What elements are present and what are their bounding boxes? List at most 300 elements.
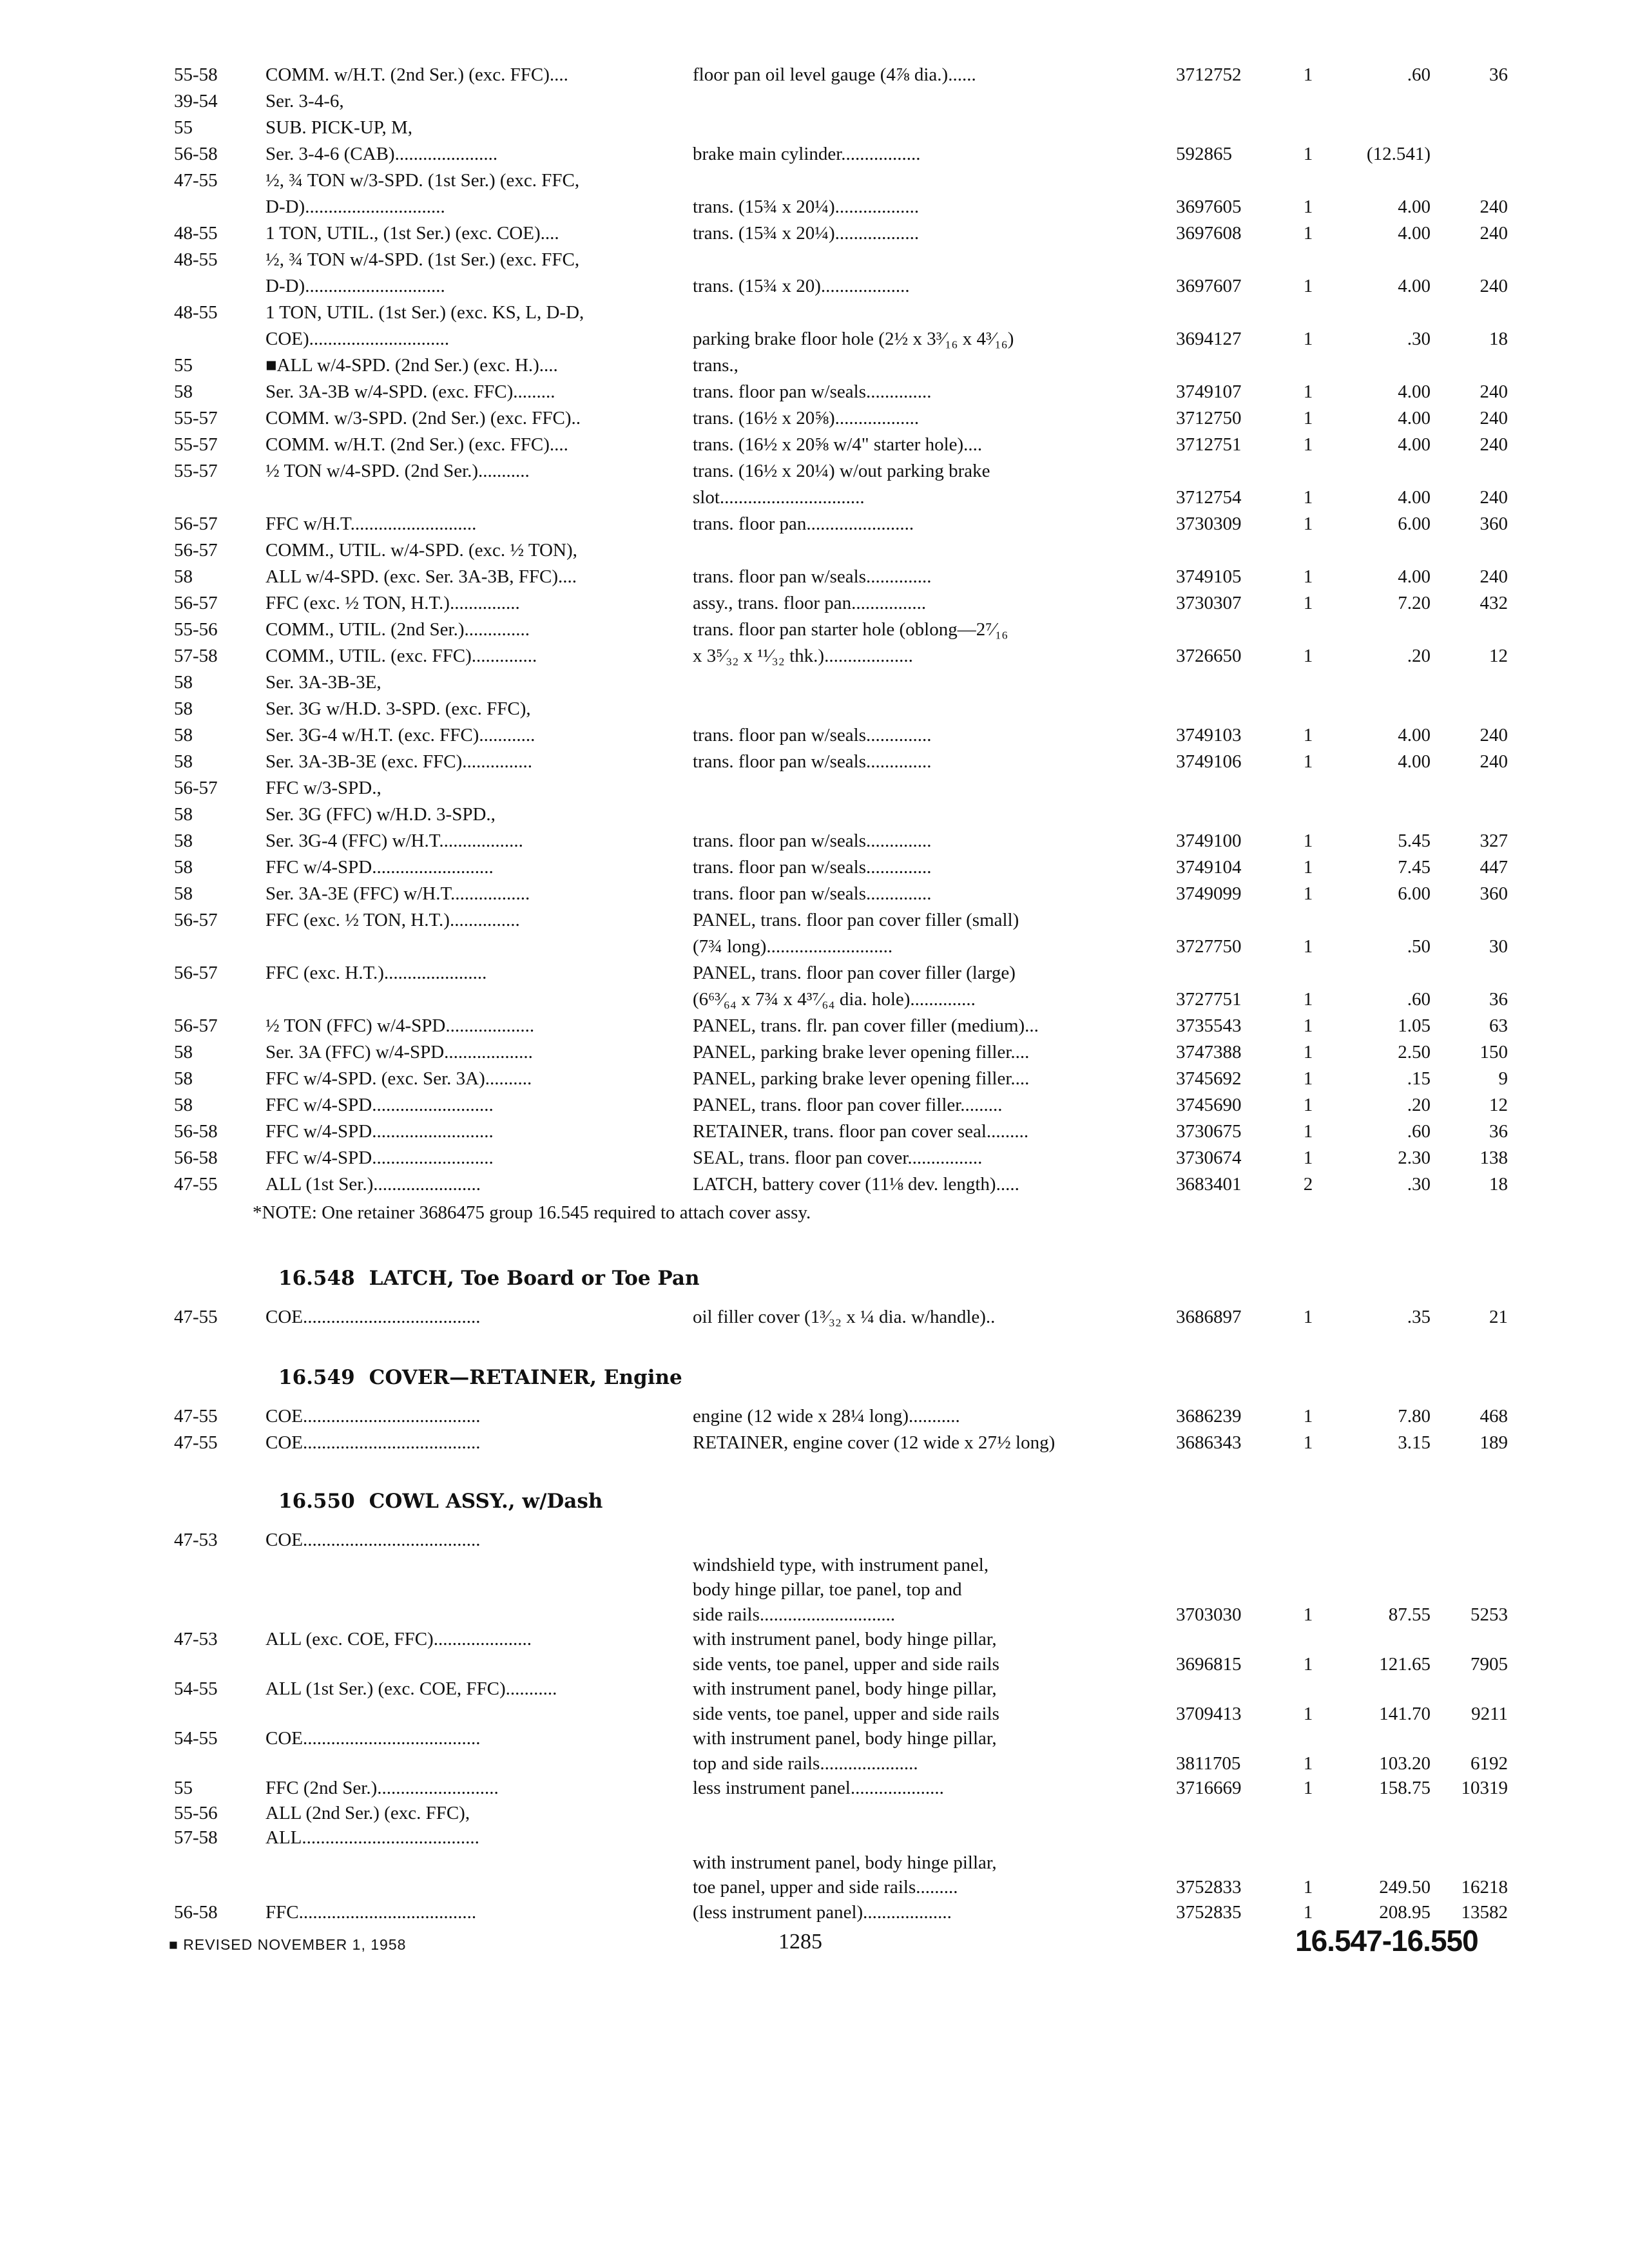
quantity-cell: 1 (1303, 1653, 1313, 1675)
price-cell: .15 (1407, 1068, 1431, 1089)
part-number-cell: 3683401 (1176, 1174, 1242, 1195)
quantity-cell: 1 (1303, 1068, 1313, 1089)
table-row (0, 247, 1629, 273)
description-cell: (7¾ long)........................... (693, 936, 893, 957)
part-number-cell: 3712752 (1176, 64, 1242, 85)
weight-cell: 5253 (1470, 1604, 1508, 1625)
year-cell: 58 (174, 857, 193, 878)
description-cell: with instrument panel, body hinge pillar, (693, 1852, 997, 1873)
description-cell: PANEL, trans. floor pan cover filler (large) (693, 963, 1016, 983)
year-cell: 47-53 (174, 1530, 218, 1550)
price-cell: .60 (1407, 989, 1431, 1010)
description-cell: less instrument panel.................... (693, 1778, 944, 1798)
description-cell: trans. floor pan w/seals.............. (693, 857, 932, 878)
part-number-cell: 3811705 (1176, 1753, 1241, 1774)
description-cell: trans. floor pan starter hole (oblong—2⁷⁄₁₆ (693, 619, 1008, 640)
part-number-cell: 3686897 (1176, 1307, 1242, 1327)
description-cell: trans. floor pan w/seals.............. (693, 381, 932, 402)
application-cell: FFC w/4-SPD.......................... (265, 1095, 494, 1115)
quantity-cell: 1 (1303, 64, 1313, 85)
quantity-cell: 1 (1303, 1148, 1313, 1168)
year-cell: 39-54 (174, 91, 218, 111)
table-row (0, 1403, 1629, 1429)
year-cell: 58 (174, 1042, 193, 1062)
price-cell: 4.00 (1398, 725, 1431, 745)
part-number-cell: 3697605 (1176, 197, 1242, 217)
year-cell: 56-57 (174, 963, 218, 983)
year-cell: 56-58 (174, 1121, 218, 1142)
quantity-cell: 1 (1303, 329, 1313, 349)
application-cell: Ser. 3A (FFC) w/4-SPD................... (265, 1042, 533, 1062)
weight-cell: 13582 (1461, 1901, 1508, 1923)
weight-cell: 150 (1480, 1042, 1508, 1062)
application-cell: ½ TON w/4-SPD. (2nd Ser.)........... (265, 461, 530, 481)
price-cell: (12.541) (1366, 144, 1431, 164)
table-row (0, 802, 1629, 827)
application-cell: FFC (exc. H.T.)...................... (265, 963, 487, 983)
application-cell: 1 TON, UTIL. (1st Ser.) (exc. KS, L, D-D, (265, 302, 584, 323)
quantity-cell: 1 (1303, 857, 1313, 878)
weight-cell: 7905 (1470, 1653, 1508, 1675)
weight-cell: 6192 (1470, 1753, 1508, 1774)
table-row (0, 1430, 1629, 1456)
price-cell: 7.20 (1398, 593, 1431, 613)
price-cell: 4.00 (1398, 223, 1431, 244)
table-row (0, 1874, 1629, 1900)
quantity-cell: 1 (1303, 1753, 1313, 1774)
table-row (0, 1800, 1629, 1826)
table-row (0, 1119, 1629, 1144)
price-cell: .30 (1407, 329, 1431, 349)
weight-cell: 240 (1480, 408, 1508, 428)
application-cell: COE...................................... (265, 1530, 481, 1550)
table-row (0, 854, 1629, 880)
description-cell: trans. (15¾ x 20)................... (693, 276, 910, 296)
year-cell: 55 (174, 355, 193, 376)
section-title: COWL ASSY., w/Dash (369, 1490, 603, 1513)
price-cell: 7.80 (1398, 1406, 1431, 1427)
table-row (0, 300, 1629, 325)
weight-cell: 447 (1480, 857, 1508, 878)
table-row (0, 1527, 1629, 1553)
part-number-cell: 3749106 (1176, 751, 1242, 772)
quantity-cell: 1 (1303, 1901, 1313, 1923)
application-cell: Ser. 3A-3B w/4-SPD. (exc. FFC)......... (265, 381, 555, 402)
description-cell: with instrument panel, body hinge pillar, (693, 1728, 997, 1749)
description-cell: x 3⁵⁄₃₂ x ¹¹⁄₃₂ thk.)................... (693, 646, 913, 666)
weight-cell: 432 (1480, 593, 1508, 613)
price-cell: 7.45 (1398, 857, 1431, 878)
description-cell: trans. floor pan....................... (693, 514, 914, 534)
price-cell: .30 (1407, 1174, 1431, 1195)
weight-cell: 36 (1489, 64, 1508, 85)
application-cell: COMM., UTIL. (exc. FFC).............. (265, 646, 537, 666)
price-cell: 4.00 (1398, 487, 1431, 508)
table-row (0, 722, 1629, 748)
application-cell: Ser. 3A-3B-3E (exc. FFC)............... (265, 751, 533, 772)
weight-cell: 240 (1480, 725, 1508, 745)
application-cell: COE...................................... (265, 1432, 481, 1453)
table-row (0, 1602, 1629, 1628)
part-number-cell: 3735543 (1176, 1015, 1242, 1036)
footnote: *NOTE: One retainer 3686475 group 16.545 required to attach cover assy. (253, 1202, 811, 1223)
application-cell: ALL w/4-SPD. (exc. Ser. 3A-3B, FFC).... (265, 566, 577, 587)
table-row (0, 564, 1629, 590)
description-cell: trans. floor pan w/seals.............. (693, 831, 932, 851)
part-number-cell: 3686239 (1176, 1406, 1242, 1427)
table-row (0, 1725, 1629, 1751)
table-row (0, 1701, 1629, 1727)
application-cell: FFC w/4-SPD.......................... (265, 1148, 494, 1168)
table-row (0, 141, 1629, 167)
year-cell: 47-55 (174, 1174, 218, 1195)
weight-cell: 360 (1480, 883, 1508, 904)
table-row (0, 617, 1629, 642)
application-cell: ALL...................................... (265, 1827, 479, 1848)
quantity-cell: 1 (1303, 1778, 1313, 1798)
description-cell: side vents, toe panel, upper and side rails (693, 1653, 999, 1675)
year-cell: 58 (174, 804, 193, 825)
description-cell: trans. floor pan w/seals.............. (693, 751, 932, 772)
description-cell: with instrument panel, body hinge pillar, (693, 1678, 997, 1699)
table-row (0, 1825, 1629, 1850)
part-number-cell: 3752835 (1176, 1901, 1242, 1923)
weight-cell: 240 (1480, 487, 1508, 508)
table-row (0, 1039, 1629, 1065)
weight-cell: 18 (1489, 329, 1508, 349)
description-cell: body hinge pillar, toe panel, top and (693, 1579, 962, 1600)
description-cell: SEAL, trans. floor pan cover................ (693, 1148, 983, 1168)
description-cell: toe panel, upper and side rails......... (693, 1877, 958, 1898)
description-cell: trans. (16½ x 20⅝ w/4" starter hole).... (693, 434, 983, 455)
application-cell: FFC (exc. ½ TON, H.T.)............... (265, 910, 520, 930)
application-cell: COE).............................. (265, 329, 450, 349)
table-row (0, 1850, 1629, 1876)
quantity-cell: 1 (1303, 725, 1313, 745)
quantity-cell: 1 (1303, 883, 1313, 904)
table-row (0, 88, 1629, 114)
table-row (0, 590, 1629, 616)
table-row (0, 775, 1629, 801)
table-row (0, 696, 1629, 722)
section-number: 16.549 (278, 1366, 355, 1389)
part-number-cell: 3697608 (1176, 223, 1242, 244)
quantity-cell: 1 (1303, 1432, 1313, 1453)
application-cell: Ser. 3A-3E (FFC) w/H.T................. (265, 883, 530, 904)
year-cell: 56-57 (174, 514, 218, 534)
application-cell: COMM., UTIL. w/4-SPD. (exc. ½ TON), (265, 540, 577, 561)
table-row (0, 379, 1629, 405)
weight-cell: 360 (1480, 514, 1508, 534)
weight-cell: 36 (1489, 1121, 1508, 1142)
part-number-cell: 3745690 (1176, 1095, 1242, 1115)
table-row (0, 220, 1629, 246)
table-row (0, 1676, 1629, 1702)
quantity-cell: 1 (1303, 566, 1313, 587)
year-cell: 54-55 (174, 1728, 218, 1749)
weight-cell: 9211 (1471, 1703, 1508, 1724)
year-cell: 58 (174, 831, 193, 851)
price-cell: 6.00 (1398, 883, 1431, 904)
year-cell: 55-56 (174, 1802, 218, 1823)
application-cell: Ser. 3A-3B-3E, (265, 672, 381, 693)
part-number-cell: 592865 (1176, 144, 1232, 164)
price-cell: 103.20 (1379, 1753, 1431, 1774)
table-row (0, 1751, 1629, 1776)
quantity-cell: 1 (1303, 1042, 1313, 1062)
application-cell: Ser. 3G-4 w/H.T. (exc. FFC)............ (265, 725, 535, 745)
year-cell: 56-57 (174, 778, 218, 798)
section-title: COVER—RETAINER, Engine (369, 1366, 682, 1389)
table-row (0, 62, 1629, 88)
part-number-cell: 3730674 (1176, 1148, 1242, 1168)
description-cell: parking brake floor hole (2½ x 3³⁄₁₆ x 4³⁄₁₆) (693, 329, 1014, 349)
quantity-cell: 1 (1303, 1121, 1313, 1142)
table-row (0, 326, 1629, 352)
year-cell: 55-57 (174, 408, 218, 428)
quantity-cell: 1 (1303, 593, 1313, 613)
table-row (0, 828, 1629, 854)
description-cell: trans. floor pan w/seals.............. (693, 566, 932, 587)
price-cell: 87.55 (1388, 1604, 1431, 1625)
quantity-cell: 1 (1303, 1877, 1313, 1898)
application-cell: FFC (2nd Ser.).......................... (265, 1778, 499, 1798)
weight-cell: 18 (1489, 1174, 1508, 1195)
application-cell: ALL (1st Ser.)....................... (265, 1174, 481, 1195)
weight-cell: 240 (1480, 223, 1508, 244)
weight-cell: 30 (1489, 936, 1508, 957)
price-cell: 141.70 (1379, 1703, 1431, 1724)
year-cell: 56-58 (174, 1901, 218, 1923)
price-cell: 6.00 (1398, 514, 1431, 534)
part-number-cell: 3749107 (1176, 381, 1242, 402)
table-row (0, 907, 1629, 933)
quantity-cell: 1 (1303, 751, 1313, 772)
part-number-cell: 3749104 (1176, 857, 1242, 878)
application-cell: Ser. 3-4-6, (265, 91, 344, 111)
application-cell: FFC w/3-SPD., (265, 778, 381, 798)
table-row (0, 194, 1629, 220)
table-row (0, 273, 1629, 299)
year-cell: 47-55 (174, 170, 218, 191)
quantity-cell: 1 (1303, 1406, 1313, 1427)
weight-cell: 12 (1489, 646, 1508, 666)
price-cell: .60 (1407, 1121, 1431, 1142)
quantity-cell: 1 (1303, 223, 1313, 244)
application-cell: Ser. 3G-4 (FFC) w/H.T.................. (265, 831, 523, 851)
part-number-cell: 3694127 (1176, 329, 1242, 349)
price-cell: .60 (1407, 64, 1431, 85)
table-row (0, 934, 1629, 959)
quantity-cell: 1 (1303, 144, 1313, 164)
price-cell: 249.50 (1379, 1877, 1431, 1898)
year-cell: 58 (174, 1068, 193, 1089)
table-row (0, 432, 1629, 457)
section-heading-16-549 (278, 1366, 682, 1389)
weight-cell: 327 (1480, 831, 1508, 851)
section-number: 16.550 (278, 1490, 355, 1513)
quantity-cell: 1 (1303, 408, 1313, 428)
description-cell: engine (12 wide x 28¼ long)........... (693, 1406, 960, 1427)
year-cell: 58 (174, 566, 193, 587)
table-row (0, 986, 1629, 1012)
description-cell: with instrument panel, body hinge pillar, (693, 1629, 997, 1649)
year-cell: 56-58 (174, 1148, 218, 1168)
year-cell: 48-55 (174, 223, 218, 244)
table-row (0, 1651, 1629, 1677)
part-number-cell: 3730307 (1176, 593, 1242, 613)
application-cell: COE...................................... (265, 1307, 481, 1327)
part-number-cell: 3727751 (1176, 989, 1242, 1010)
quantity-cell: 1 (1303, 276, 1313, 296)
quantity-cell: 1 (1303, 197, 1313, 217)
description-cell: PANEL, parking brake lever opening filler.... (693, 1068, 1030, 1089)
part-number-cell: 3730675 (1176, 1121, 1242, 1142)
price-cell: .20 (1407, 646, 1431, 666)
quantity-cell: 1 (1303, 434, 1313, 455)
table-row (0, 485, 1629, 510)
price-cell: .50 (1407, 936, 1431, 957)
part-number-cell: 3749099 (1176, 883, 1242, 904)
year-cell: 58 (174, 1095, 193, 1115)
application-cell: D-D).............................. (265, 276, 445, 296)
year-cell: 54-55 (174, 1678, 218, 1699)
table-row (0, 1775, 1629, 1801)
description-cell: oil filler cover (1³⁄₃₂ x ¼ dia. w/handle).. (693, 1307, 996, 1327)
part-number-cell: 3703030 (1176, 1604, 1242, 1625)
quantity-cell: 2 (1303, 1174, 1313, 1195)
application-cell: FFC (exc. ½ TON, H.T.)............... (265, 593, 520, 613)
section-number: 16.548 (278, 1267, 355, 1290)
description-cell: (less instrument panel)................... (693, 1901, 952, 1923)
part-number-cell: 3712750 (1176, 408, 1242, 428)
table-row (0, 1552, 1629, 1578)
price-cell: 4.00 (1398, 408, 1431, 428)
weight-cell: 10319 (1461, 1778, 1508, 1798)
year-cell: 58 (174, 725, 193, 745)
quantity-cell: 1 (1303, 487, 1313, 508)
year-cell: 47-55 (174, 1307, 218, 1327)
description-cell: side rails............................. (693, 1604, 896, 1625)
weight-cell: 12 (1489, 1095, 1508, 1115)
year-cell: 56-57 (174, 540, 218, 561)
year-cell: 55-57 (174, 434, 218, 455)
application-cell: FFC w/4-SPD. (exc. Ser. 3A).......... (265, 1068, 532, 1089)
description-cell: (6⁶³⁄₆₄ x 7¾ x 4³⁷⁄₆₄ dia. hole).............. (693, 989, 976, 1010)
weight-cell: 9 (1498, 1068, 1508, 1089)
part-number-cell: 3727750 (1176, 936, 1242, 957)
part-number-cell: 3749100 (1176, 831, 1242, 851)
price-cell: 4.00 (1398, 276, 1431, 296)
description-cell: trans. (16½ x 20¼) w/out parking brake (693, 461, 990, 481)
price-cell: 4.00 (1398, 197, 1431, 217)
table-row (0, 643, 1629, 669)
application-cell: FFC w/4-SPD.......................... (265, 857, 494, 878)
application-cell: COE...................................... (265, 1406, 481, 1427)
year-cell: 58 (174, 751, 193, 772)
part-number-cell: 3712751 (1176, 434, 1242, 455)
table-row (0, 168, 1629, 193)
weight-cell: 468 (1480, 1406, 1508, 1427)
year-cell: 56-58 (174, 144, 218, 164)
description-cell: PANEL, trans. floor pan cover filler (small) (693, 910, 1019, 930)
table-row (0, 537, 1629, 563)
weight-cell: 240 (1480, 434, 1508, 455)
description-cell: trans., (693, 355, 738, 376)
table-row (0, 115, 1629, 140)
quantity-cell: 1 (1303, 831, 1313, 851)
application-cell: ½, ¾ TON w/3-SPD. (1st Ser.) (exc. FFC, (265, 170, 580, 191)
quantity-cell: 1 (1303, 936, 1313, 957)
table-row (0, 881, 1629, 907)
year-cell: 57-58 (174, 646, 218, 666)
application-cell: ½, ¾ TON w/4-SPD. (1st Ser.) (exc. FFC, (265, 249, 580, 270)
application-cell: 1 TON, UTIL., (1st Ser.) (exc. COE).... (265, 223, 559, 244)
part-number-cell: 3726650 (1176, 646, 1242, 666)
application-cell: COMM. w/3-SPD. (2nd Ser.) (exc. FFC).. (265, 408, 581, 428)
part-number-cell: 3752833 (1176, 1877, 1242, 1898)
application-cell: ALL (2nd Ser.) (exc. FFC), (265, 1802, 470, 1823)
part-number-cell: 3745692 (1176, 1068, 1242, 1089)
weight-cell: 240 (1480, 381, 1508, 402)
application-cell: ALL (1st Ser.) (exc. COE, FFC)........... (265, 1678, 557, 1699)
part-number-cell: 3749103 (1176, 725, 1242, 745)
application-cell: SUB. PICK-UP, M, (265, 117, 413, 138)
year-cell: 58 (174, 381, 193, 402)
part-number-cell: 3749105 (1176, 566, 1242, 587)
year-cell: 56-57 (174, 910, 218, 930)
revision-note: ■ REVISED NOVEMBER 1, 1958 (169, 1936, 407, 1953)
year-cell: 58 (174, 672, 193, 693)
application-cell: D-D).............................. (265, 197, 445, 217)
weight-cell: 16218 (1461, 1877, 1508, 1898)
table-row (0, 511, 1629, 537)
section-heading-16-548 (278, 1267, 700, 1290)
year-cell: 56-57 (174, 593, 218, 613)
year-cell: 48-55 (174, 249, 218, 270)
table-row (0, 1013, 1629, 1039)
price-cell: 4.00 (1398, 381, 1431, 402)
group-range: 16.547-16.550 (1295, 1924, 1478, 1957)
description-cell: brake main cylinder................. (693, 144, 921, 164)
part-number-cell: 3686343 (1176, 1432, 1242, 1453)
application-cell: COMM. w/H.T. (2nd Ser.) (exc. FFC).... (265, 64, 568, 85)
quantity-cell: 1 (1303, 514, 1313, 534)
quantity-cell: 1 (1303, 1095, 1313, 1115)
year-cell: 55-56 (174, 619, 218, 640)
price-cell: 4.00 (1398, 434, 1431, 455)
application-cell: COMM. w/H.T. (2nd Ser.) (exc. FFC).... (265, 434, 568, 455)
weight-cell: 21 (1489, 1307, 1508, 1327)
description-cell: RETAINER, engine cover (12 wide x 27½ long) (693, 1432, 1055, 1453)
quantity-cell: 1 (1303, 1604, 1313, 1625)
part-number-cell: 3712754 (1176, 487, 1242, 508)
quantity-cell: 1 (1303, 1015, 1313, 1036)
quantity-cell: 1 (1303, 1703, 1313, 1724)
table-row (0, 749, 1629, 774)
table-row (0, 458, 1629, 484)
table-row (0, 1577, 1629, 1602)
application-cell: Ser. 3G (FFC) w/H.D. 3-SPD., (265, 804, 496, 825)
year-cell: 47-53 (174, 1629, 218, 1649)
description-cell: PANEL, trans. flr. pan cover filler (medium)... (693, 1015, 1039, 1036)
quantity-cell: 1 (1303, 646, 1313, 666)
price-cell: 4.00 (1398, 751, 1431, 772)
description-cell: PANEL, trans. floor pan cover filler......... (693, 1095, 1003, 1115)
table-row (0, 1171, 1629, 1197)
year-cell: 58 (174, 698, 193, 719)
description-cell: trans. (15¾ x 20¼).................. (693, 197, 920, 217)
